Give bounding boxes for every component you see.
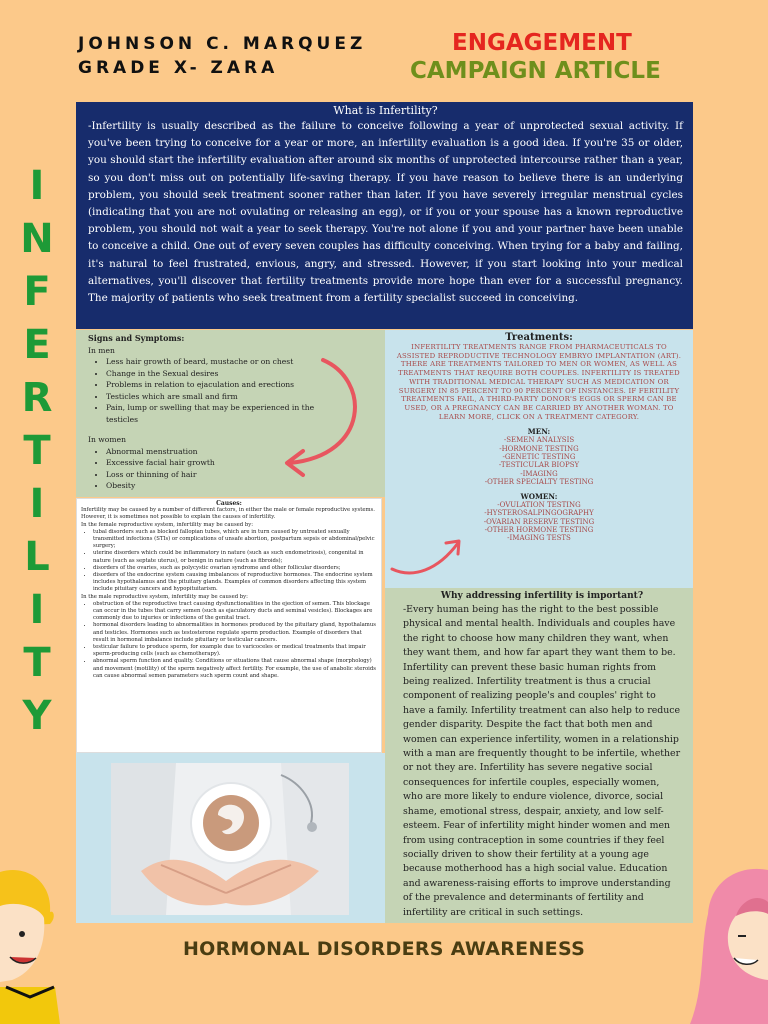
list-item: • uterine disorders which could be inflammatory in nature (such as such endometriosis), congenital in nature (such as septate uterus), or benign in nature (such as fibroids);: [93, 550, 377, 564]
vertical-letter: R: [21, 375, 53, 421]
causes-female-label: In the female reproductive system, infertility may be caused by:: [81, 521, 254, 528]
vertical-letter: T: [23, 640, 51, 686]
list-item: • obstruction of the reproductive tract causing dysfunctionalities in the ejection of semen. This blockage can occur in the tubes that carry semen (such as ejaculatory ducts and seminal vesicles). Blockages are commonly due to injuries or infections of the genital tract.: [93, 601, 377, 623]
vertical-letter: F: [23, 269, 51, 315]
intro-text: -Infertility is usually described as the failure to conceive following a year of unprotected sexual activity. If you've been trying to conceive for a year or more, an infertility evaluation is a good idea. If you're 35 or older, you should start the infertility evaluation after around six months of unprotected intercourse rather than a year, so you don't miss out on potentially life-saving therapy. If you have reason to believe there is an underlying problem, you should seek treatment sooner rather than later. If you have severely irregular menstrual cycles (indicating that you are not ovulating or releasing an egg), or if you or your spouse has a known reproductive problem, you should not wait a year to seek therapy. You're not alone if you and your partner have been unable to conceive a child. One out of every seven couples has difficulty conceiving. When trying for a baby and failing, it's natural to feel frustrated, envious, angry, and stressed. However, if you start looking into your medical alternatives, you'll discover that fertility treatments provide more hope than ever for a successful pregnancy. The majority of patients who seek treatment from a fertility specialist succeed in conceiving.: [88, 120, 683, 305]
list-item: -OVARIAN RESERVE TESTING: [483, 517, 595, 526]
list-item: -OTHER HORMONE TESTING: [484, 526, 594, 534]
author-grade: GRADE X- ZARA: [78, 58, 279, 78]
list-item: -IMAGING: [520, 469, 558, 478]
list-item: -GENETIC TESTING: [502, 452, 576, 461]
title-line-2: CAMPAIGN ARTICLE: [410, 58, 661, 84]
list-item: -OVULATION TESTING: [497, 501, 581, 510]
causes-male-list: [93, 601, 377, 680]
vertical-letter: I: [29, 587, 45, 633]
causes-female-list: [93, 529, 377, 594]
vertical-title: [20, 160, 54, 743]
list-item: • Testicles which are small and firm: [106, 391, 377, 403]
intro-panel: [76, 102, 693, 329]
intro-heading: What is Infertility?: [333, 104, 438, 117]
list-item: -HYSTEROSALPINGOGRAPHY: [484, 509, 594, 518]
list-item: -OTHER SPECIALTY TESTING: [484, 477, 594, 486]
hands-embryo-image: [76, 753, 385, 923]
list-item: • disorders of the ovaries, such as polycystic ovarian syndrome and other follicular disorders;: [93, 565, 377, 572]
list-item: -HORMONE TESTING: [499, 444, 579, 453]
list-item: • Abnormal menstruation: [106, 446, 377, 458]
list-item: • Less hair growth of beard, mustache or on chest: [106, 356, 377, 368]
list-item: • testicular failure to produce sperm, for example due to varicoceles or medical treatments that impair sperm-producing cells (such as chemotherapy).: [93, 644, 377, 658]
vertical-letter: N: [20, 216, 54, 262]
treatments-women-label: WOMEN:: [520, 492, 558, 502]
list-item: • disorders of the endocrine system causing imbalances of reproductive hormones. The endocrine system includes hypothalamus and the pituitary glands. Examples of common disorders affecting this system include pituitary cancers and hypopituitarism.: [93, 572, 377, 594]
list-item: • Problems in relation to ejaculation and erections: [106, 379, 377, 391]
treatments-text: INFERTILITY TREATMENTS RANGE FROM PHARMACEUTICALS TO ASSISTED REPRODUCTIVE TECHNOLOGY EMBRYO IMPLANTATION (ART). THERE ARE TREATMENTS TAILORED TO MEN OR WOMEN, AS WELL AS TREATMENTS THAT REQUIRE BOTH COUPLES. INFERTILITY IS TREATED WITH TRADITIONAL MEDICAL THERAPY SUCH AS MEDICATION OR SURGERY IN 85 PERCENT TO 90 PERCENT OF INSTANCES. IF FERTILITY TREATMENTS FAIL, A THIRD-PARTY DONOR'S EGGS OR SPERM CAN BE USED, OR A PREGNANCY CAN BE CARRIED BY ANOTHER WOMAN. TO LEARN MORE, CLICK ON A TREATMENT CATEGORY.: [396, 343, 682, 421]
why-heading: Why addressing infertility is important?: [440, 591, 644, 601]
vertical-letter: E: [23, 322, 51, 368]
treatments-heading: Treatments:: [505, 332, 573, 343]
list-item: -IMAGING TESTS: [507, 534, 571, 543]
list-item: • abnormal sperm function and quality. Conditions or situations that cause abnormal shape (morphology) and movement (motility) of the sperm negatively affect fertility. For example, the use of anabolic steroids can cause abnormal semen parameters such sperm count and shape.: [93, 658, 377, 680]
treatments-men-label: MEN:: [527, 427, 551, 437]
vertical-letter: I: [29, 163, 45, 209]
causes-panel: [76, 498, 382, 753]
arrow-icon: [388, 535, 468, 580]
list-item: • Loss or thinning of hair: [106, 469, 377, 481]
author-name: JOHNSON C. MARQUEZ: [78, 34, 367, 54]
list-item: • Pain, lump or swelling that may be experienced in the testicles: [106, 402, 316, 425]
list-item: -SEMEN ANALYSIS: [503, 436, 575, 445]
symptoms-heading: Signs and Symptoms:: [88, 333, 185, 343]
vertical-letter: Y: [22, 693, 52, 739]
why-panel: [385, 588, 693, 923]
footer-title: HORMONAL DISORDERS AWARENESS: [182, 938, 586, 960]
title-line-1: ENGAGEMENT: [452, 30, 632, 56]
symptoms-men-label: In men: [88, 345, 115, 355]
vertical-letter: L: [24, 534, 50, 580]
list-item: -TESTICULAR BIOPSY: [498, 461, 580, 470]
curved-arrow-icon: [275, 355, 375, 485]
vertical-letter: I: [29, 481, 45, 527]
why-text: -Every human being has the right to the best possible physical and mental health. Individuals and couples have the right to choose how many children they want, when they want them, and how far apart they want them to be. Infertility can prevent these basic human rights from being realized. Infertility treatment is thus a crucial component of realizing people's and couples' right to have a family. Infertility treatment can also help to reduce gender disparity. Despite the fact that both men and women can experience infertility, women in a relationship with a man are frequently thought to be infertile, whether or not they are. Infertility has severe negative social consequences for infertile couples, especially women, who are more likely to endure violence, divorce, social shame, emotional stress, despair, anxiety, and low self-esteem. Fear of infertility might hinder women and men from using contraception in some countries if they feel socially driven to show their fertility at a young age because motherhood has a high social value. Education and awareness-raising efforts to improve understanding of the prevalence and determinants of fertility and infertility are critical in such settings.: [403, 604, 681, 918]
causes-male-label: In the male reproductive system, infertility may be caused by:: [81, 593, 248, 600]
list-item: • hormonal disorders leading to abnormalities in hormones produced by the pituitary gland, hypothalamus and testicles. Hormones such as testosterone regulate sperm production. Example of disorders that result in hormonal imbalance include pituitary or testicular cancers.: [93, 622, 377, 644]
photo-panel: [76, 753, 385, 923]
vertical-letter: T: [23, 428, 51, 474]
list-item: • tubal disorders such as blocked fallopian tubes, which are in turn caused by untreated sexually transmitted infections (STIs) or complications of unsafe abortion, postpartum sepsis or abdominal/pelvic surgery;: [93, 529, 377, 551]
list-item: • Excessive facial hair growth: [106, 457, 377, 469]
causes-intro: Infertility may be caused by a number of different factors, in either the male or female reproductive systems. However, it is sometimes not possible to explain the causes of infertility.: [81, 507, 375, 521]
symptoms-women-label: In women: [88, 435, 126, 444]
causes-heading: Causes:: [216, 500, 242, 507]
list-item: • Change in the Sexual desires: [106, 368, 377, 380]
list-item: • Obesity: [106, 480, 377, 492]
